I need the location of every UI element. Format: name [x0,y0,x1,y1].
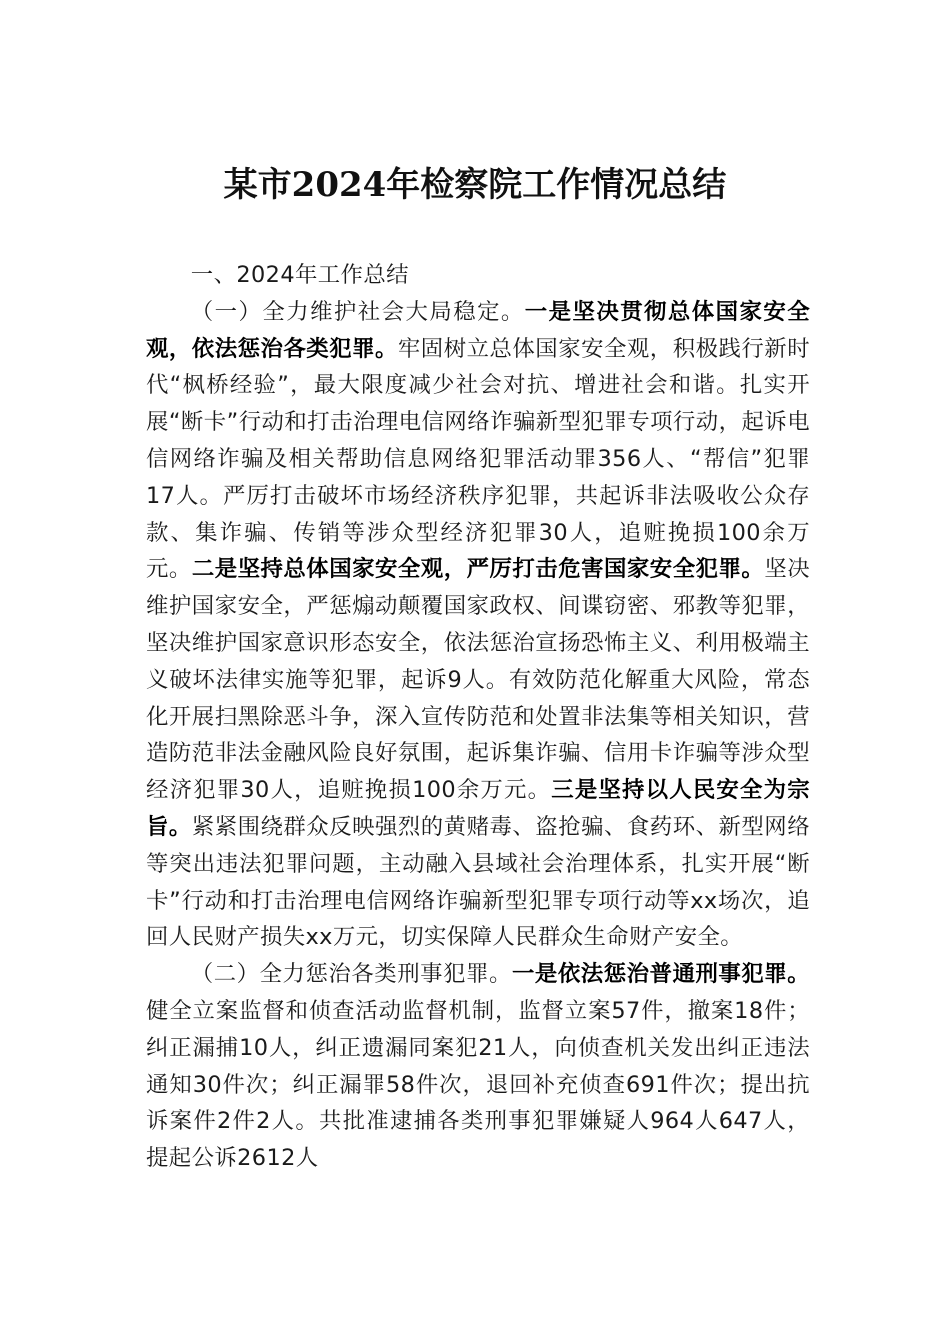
paragraph-text: 紧紧围绕群众反映强烈的黄赌毒、盗抢骗、食药环、新型网络等突出违法犯罪问题，主动融入县域社会治理体系，扎实开展“断卡”行动和打击治理电信网络诈骗新型犯罪专项行动等xx场次，追回人民财产损失xx万元，切实保障人民群众生命财产安全。 [146,813,810,951]
paragraph-text: 牢固树立总体国家安全观，积极践行新时代“枫桥经验”，最大限度减少社会对抗、增进社会和谐。扎实开展“断卡”行动和打击治理电信网络诈骗新型犯罪专项行动，起诉电信网络诈骗及相关帮助信息网络犯罪活动罪356人、“帮信”犯罪17人。严厉打击破坏市场经济秩序犯罪，共起诉非法吸收公众存款、集诈骗、传销等涉众型经济犯罪30人，追赃挽损100余万元。 [146,335,810,583]
paragraph-intro: （二）全力惩治各类刑事犯罪。 [190,961,512,988]
paragraph-text: 健全立案监督和侦查活动监督机制，监督立案57件，撤案18件；纠正漏捕10人，纠正遗漏同案犯21人，向侦查机关发出纠正违法通知30件次；纠正漏罪58件次，退回补充侦查691件次；提出抗诉案件2件2人。共批准逮捕各类刑事犯罪嫌疑人964人647人，提起公诉2612人 [146,997,810,1172]
document-body [146,257,810,1177]
section-heading: 一、2024年工作总结 [190,262,409,288]
paragraph-text: 坚决维护国家安全，严惩煽动颠覆国家政权、间谍窃密、邪教等犯罪，坚决维护国家意识形态安全，依法惩治宣扬恐怖主义、利用极端主义破坏法律实施等犯罪，起诉9人。有效防范化解重大风险，常态化开展扫黑除恶斗争，深入宣传防范和处置非法集等相关知识，营造防范非法金融风险良好氛围，起诉集诈骗、信用卡诈骗等涉众型经济犯罪30人，追赃挽损100余万元。 [146,556,811,804]
paragraph-safeguard-stability [146,294,810,956]
bold-point-3: 三是坚持以人民安全为宗旨。 [146,777,811,840]
bold-point-1: 一是依法惩治普通刑事犯罪。 [511,961,810,988]
bold-point-2: 二是坚持总体国家安全观，严厉打击危害国家安全犯罪。 [191,556,765,583]
bold-point-1: 一是坚决贯彻总体国家安全观，依法惩治各类犯罪。 [146,298,810,362]
document-title: 某市2024年检察院工作情况总结 [223,165,727,205]
paragraph-intro: （一）全力维护社会大局稳定。 [190,298,525,325]
paragraph-punish-crimes [146,956,810,1177]
